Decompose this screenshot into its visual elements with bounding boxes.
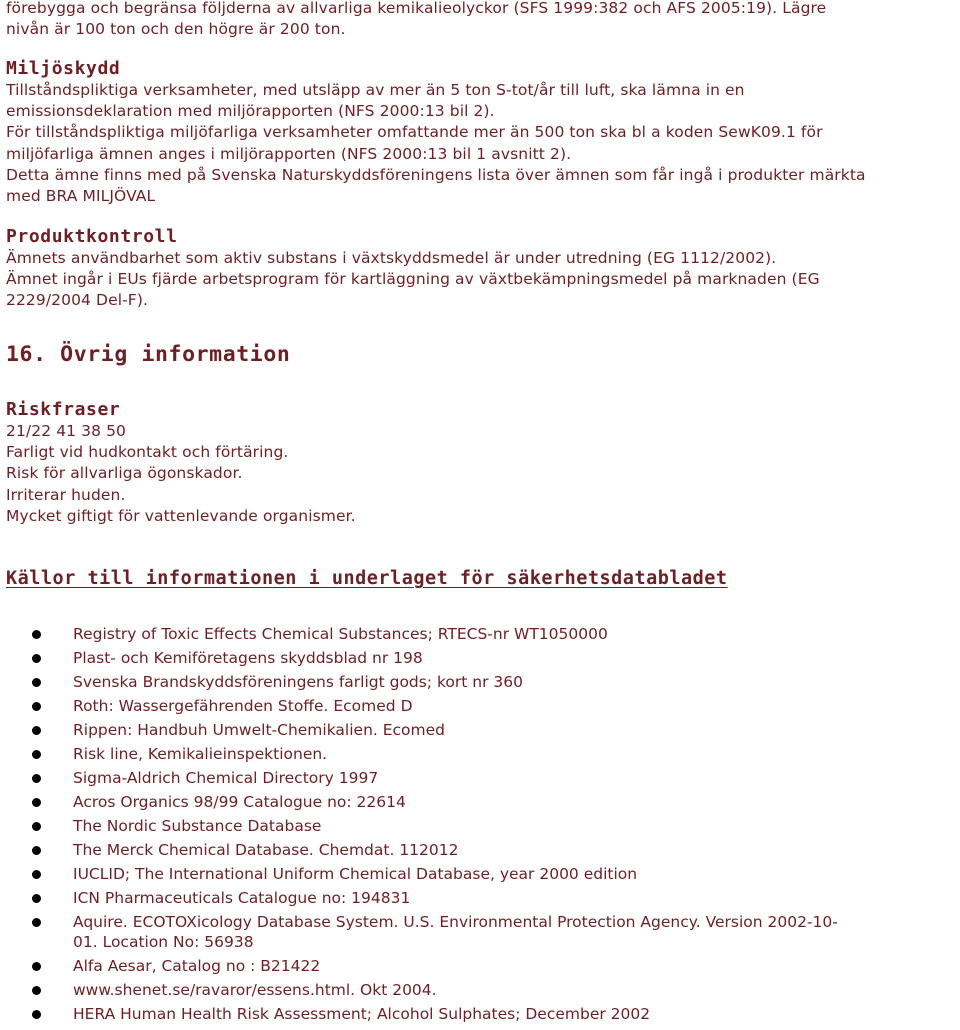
riskfraser-line: Irriterar huden.	[6, 485, 126, 504]
source-text: Aquire. ECOTOXicology Database System. U.S. Environmental Protection Agency. Version 2002-10-	[73, 913, 838, 931]
list-item-continuation	[0, 932, 956, 952]
list-item	[0, 956, 956, 976]
bullet-icon	[32, 702, 41, 711]
bullet-icon	[32, 986, 41, 995]
miljoskydd-line: Tillståndspliktiga verksamheter, med utsläpp av mer än 5 ton S-tot/år till luft, ska lämna in en	[6, 81, 745, 99]
list-item	[0, 696, 956, 716]
bullet-icon	[32, 798, 41, 807]
bullet-icon	[32, 630, 41, 639]
list-item	[0, 624, 956, 644]
bullet-icon	[32, 1010, 41, 1019]
source-text: Registry of Toxic Effects Chemical Substances; RTECS-nr WT1050000	[73, 625, 608, 643]
bullet-icon	[32, 726, 41, 735]
sources-list-container	[0, 624, 956, 1028]
bullet-icon	[32, 962, 41, 971]
list-item	[0, 744, 956, 764]
bullet-icon	[32, 894, 41, 903]
intro-line: nivån är 100 ton och den högre är 200 ton.	[6, 20, 346, 39]
source-text: Svenska Brandskyddsföreningens farligt gods; kort nr 360	[73, 673, 523, 691]
bullet-icon	[32, 654, 41, 663]
list-item	[0, 720, 956, 740]
produktkontroll-line: Ämnet ingår i EUs fjärde arbetsprogram för kartläggning av växtbekämpningsmedel på marknaden (EG	[6, 270, 820, 289]
miljoskydd-line: För tillståndspliktiga miljöfarliga verksamheter omfattande mer än 500 ton ska bl a koden SewK09.1 för	[6, 123, 823, 142]
source-text: The Nordic Substance Database	[73, 817, 322, 835]
intro-line: förebygga och begränsa följderna av allvarliga kemikalieolyckor (SFS 1999:382 och AFS 2005:19). Lägre	[6, 0, 827, 17]
source-text: Roth: Wassergefährenden Stoffe. Ecomed D	[73, 697, 413, 715]
source-text: Alfa Aesar, Catalog no : B21422	[73, 957, 321, 976]
bullet-icon	[32, 774, 41, 783]
source-text: www.shenet.se/ravaror/essens.html. Okt 2004.	[73, 981, 437, 1000]
produktkontroll-line: Ämnets användbarhet som aktiv substans i växtskyddsmedel är under utredning (EG 1112/2002).	[6, 249, 777, 267]
list-item	[0, 840, 956, 860]
source-text: HERA Human Health Risk Assessment; Alcohol Sulphates; December 2002	[73, 1005, 651, 1024]
bullet-icon	[32, 870, 41, 879]
produktkontroll-line: 2229/2004 Del-F).	[6, 291, 149, 310]
bullet-icon	[32, 678, 41, 687]
list-item	[0, 912, 956, 932]
riskfraser-line: 21/22 41 38 50	[6, 422, 127, 440]
list-item	[0, 980, 956, 1000]
bullet-icon	[32, 918, 41, 927]
riskfraser-line: Farligt vid hudkontakt och förtäring.	[6, 443, 289, 462]
miljoskydd-heading: Miljöskydd	[6, 58, 121, 79]
produktkontroll-heading: Produktkontroll	[6, 226, 178, 247]
bullet-icon	[32, 750, 41, 759]
miljoskydd-line: miljöfarliga ämnen anges i miljörapporten (NFS 2000:13 bil 1 avsnitt 2).	[6, 144, 572, 163]
produktkontroll-section	[6, 226, 956, 312]
bullet-icon	[32, 822, 41, 831]
source-text: The Merck Chemical Database. Chemdat. 112012	[73, 841, 459, 859]
bullet-icon	[32, 846, 41, 855]
riskfraser-heading: Riskfraser	[6, 399, 121, 420]
section-16	[6, 342, 956, 367]
intro-text	[6, 0, 956, 40]
source-text: IUCLID; The International Uniform Chemical Database, year 2000 edition	[73, 865, 638, 883]
miljoskydd-line: emissionsdeklaration med miljörapporten (NFS 2000:13 bil 2).	[6, 102, 495, 121]
sources-list	[0, 624, 956, 1025]
list-item	[0, 816, 956, 836]
list-item	[0, 792, 956, 812]
list-item	[0, 672, 956, 692]
list-item	[0, 1004, 956, 1024]
miljoskydd-line: Detta ämne finns med på Svenska Naturskyddsföreningens lista över ämnen som får ingå i produkter märkta	[6, 165, 866, 184]
list-item	[0, 864, 956, 884]
riskfraser-section	[6, 399, 956, 527]
list-item	[0, 768, 956, 788]
source-text: Acros Organics 98/99 Catalogue no: 22614	[73, 793, 406, 811]
miljoskydd-line: med BRA MILJÖVAL	[6, 187, 156, 206]
source-text: Sigma-Aldrich Chemical Directory 1997	[73, 769, 379, 787]
source-text: Plast- och Kemiföretagens skyddsblad nr 198	[73, 649, 423, 667]
section-16-heading: 16. Övrig information	[6, 342, 291, 367]
sources-section	[6, 568, 956, 589]
riskfraser-line: Mycket giftigt för vattenlevande organismer.	[6, 506, 356, 525]
source-text: Risk line, Kemikalieinspektionen.	[73, 745, 328, 763]
riskfraser-line: Risk för allvarliga ögonskador.	[6, 464, 243, 483]
source-text: Rippen: Handbuh Umwelt-Chemikalien. Ecomed	[73, 721, 446, 739]
sources-heading: Källor till informationen i underlaget för säkerhetsdatabladet	[6, 568, 728, 589]
miljoskydd-section	[6, 58, 956, 207]
list-item	[0, 648, 956, 668]
source-text: 01. Location No: 56938	[73, 933, 254, 952]
source-text: ICN Pharmaceuticals Catalogue no: 194831	[73, 889, 411, 907]
list-item	[0, 888, 956, 908]
